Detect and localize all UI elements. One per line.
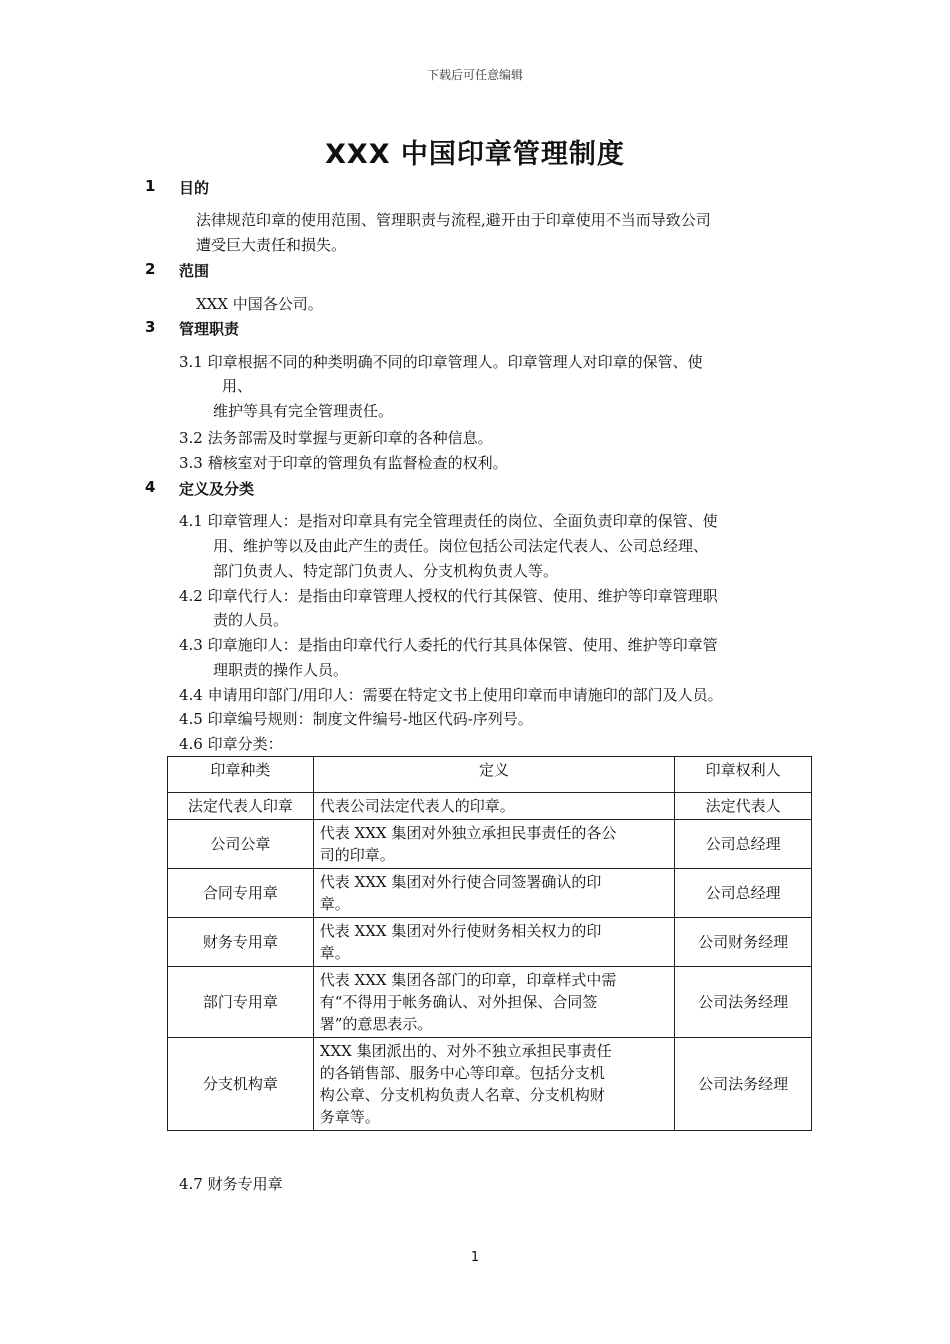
section-4-4: 4.4 申请用印部门/用印人：需要在特定文书上使用印章而申请施印的部门及人员。	[179, 686, 723, 704]
cell-owner: 公司总经理	[675, 820, 812, 869]
section-4-1-line-3: 部门负责人、特定部门负责人、分支机构负责人等。	[213, 562, 559, 580]
definition-line: 代表 XXX 集团对外独立承担民事责任的各公	[319, 824, 617, 842]
table-row	[168, 967, 812, 1038]
section-3-title: 管理职责	[179, 320, 240, 338]
section-4-2-line-2: 责的人员。	[213, 611, 289, 629]
cell-definition	[313, 967, 674, 1038]
section-1-number: 1	[145, 177, 156, 195]
section-3-number: 3	[145, 318, 156, 336]
cell-definition	[313, 869, 674, 918]
cell-owner: 公司法务经理	[675, 1038, 812, 1131]
section-4-2-line-1: 4.2 印章代行人：是指由印章管理人授权的代行其保管、使用、维护等印章管理职	[179, 587, 718, 605]
definition-line: 署”的意思表示。	[319, 1015, 433, 1033]
page-header: 下载后可任意编辑	[426, 68, 523, 82]
cell-seal-type: 法定代表人印章	[168, 793, 314, 820]
cell-owner: 法定代表人	[675, 793, 812, 820]
definition-line: 代表 XXX 集团对外行使合同签署确认的印	[319, 873, 602, 891]
cell-owner: 公司财务经理	[675, 918, 812, 967]
section-2-number: 2	[145, 260, 156, 278]
section-4-3-line-2: 理职责的操作人员。	[213, 661, 349, 679]
table-row	[168, 820, 812, 869]
section-3-1-line-3: 维护等具有完全管理责任。	[213, 402, 394, 420]
cell-seal-type: 财务专用章	[168, 918, 314, 967]
definition-line: XXX 集团派出的、对外不独立承担民事责任	[319, 1042, 612, 1060]
section-3-1-line-2: 用、	[222, 377, 253, 395]
cell-seal-type: 部门专用章	[168, 967, 314, 1038]
section-4-1-line-1: 4.1 印章管理人：是指对印章具有完全管理责任的岗位、全面负责印章的保管、使	[179, 512, 718, 530]
section-1-line-2: 遭受巨大责任和损失。	[196, 236, 347, 254]
section-4-6: 4.6 印章分类：	[179, 735, 283, 753]
cell-definition	[313, 1038, 674, 1131]
cell-seal-type: 合同专用章	[168, 869, 314, 918]
definition-line: 代表公司法定代表人的印章。	[319, 797, 515, 815]
section-3-2: 3.2 法务部需及时掌握与更新印章的各种信息。	[179, 429, 493, 447]
section-4-5: 4.5 印章编号规则：制度文件编号-地区代码-序列号。	[179, 710, 533, 728]
section-2-title: 范围	[179, 262, 210, 280]
section-4-title: 定义及分类	[179, 480, 255, 498]
header-seal-type: 印章种类	[168, 757, 314, 793]
table-row	[168, 918, 812, 967]
header-definition: 定义	[313, 757, 674, 793]
definition-line: 的各销售部、服务中心等印章。包括分支机	[319, 1064, 605, 1082]
section-4-1-line-2: 用、维护等以及由此产生的责任。岗位包括公司法定代表人、公司总经理、	[213, 537, 709, 555]
definition-line: 司的印章。	[319, 846, 395, 864]
cell-definition	[313, 918, 674, 967]
section-2-line-1: XXX 中国各公司。	[196, 295, 323, 313]
header-owner: 印章权利人	[675, 757, 812, 793]
table-header-row	[168, 757, 812, 793]
definition-line: 章。	[319, 944, 350, 962]
cell-owner: 公司总经理	[675, 869, 812, 918]
definition-line: 代表 XXX 集团各部门的印章，印章样式中需	[319, 971, 617, 989]
document-title: XXX 中国印章管理制度	[325, 139, 625, 170]
cell-seal-type: 分支机构章	[168, 1038, 314, 1131]
section-3-3: 3.3 稽核室对于印章的管理负有监督检查的权利。	[179, 454, 508, 472]
page-number: 1	[470, 1250, 480, 1265]
table-row	[168, 869, 812, 918]
definition-line: 章。	[319, 895, 350, 913]
section-3-1-line-1: 3.1 印章根据不同的种类明确不同的印章管理人。印章管理人对印章的保管、使	[179, 353, 703, 371]
definition-line: 代表 XXX 集团对外行使财务相关权力的印	[319, 922, 602, 940]
section-1-line-1: 法律规范印章的使用范围、管理职责与流程,避开由于印章使用不当而导致公司	[196, 211, 711, 229]
cell-seal-type: 公司公章	[168, 820, 314, 869]
definition-line: 有“不得用于帐务确认、对外担保、合同签	[319, 993, 598, 1011]
cell-definition	[313, 820, 674, 869]
section-1-title: 目的	[179, 179, 210, 197]
cell-owner: 公司法务经理	[675, 967, 812, 1038]
section-4-7: 4.7 财务专用章	[179, 1175, 283, 1193]
definition-line: 构公章、分支机构负责人名章、分支机构财	[319, 1086, 605, 1104]
section-4-number: 4	[145, 478, 156, 496]
cell-definition	[313, 793, 674, 820]
table-row	[168, 793, 812, 820]
table-row	[168, 1038, 812, 1131]
section-4-3-line-1: 4.3 印章施印人：是指由印章代行人委托的代行其具体保管、使用、维护等印章管	[179, 636, 718, 654]
seal-classification-table	[167, 756, 812, 1131]
definition-line: 务章等。	[319, 1108, 380, 1126]
